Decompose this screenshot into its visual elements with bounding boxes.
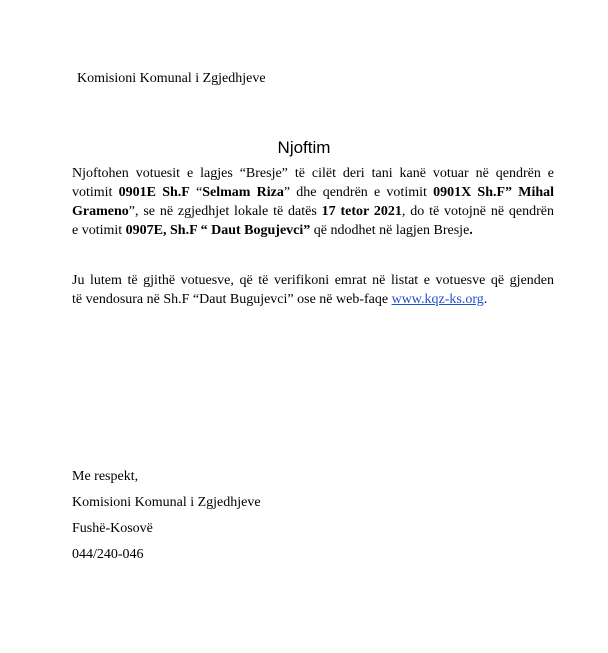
page-title: Njoftim (277, 138, 331, 157)
notice-line-4 (72, 221, 554, 240)
website-link[interactable]: www.kqz-ks.org (391, 292, 484, 307)
notice-text: “ (189, 185, 203, 200)
signoff-city: Fushë-Kosovë (72, 521, 153, 536)
request-text: . (483, 292, 488, 307)
request-line-1: Ju lutem të gjithë votuesve, që të verifikoni emrat në listat e votuesve që gjenden (72, 273, 554, 288)
notice-text: ”, se në zgjedhjet lokale të datës (128, 204, 322, 219)
notice-text: e votimit (72, 223, 126, 238)
notice-text: votimit (72, 185, 119, 200)
signoff-greeting: Me respekt, (72, 469, 139, 484)
notice-line-1 (72, 164, 554, 183)
notice-paragraph (72, 164, 554, 240)
polling-center-code: 0901X Sh.F” Mihal (433, 185, 555, 200)
new-polling-center: 0907E, Sh.F “ Daut Bogujevci” (125, 223, 311, 238)
signoff-phone: 044/240-046 (72, 547, 144, 562)
header-organization: Komisioni Komunal i Zgjedhjeve (77, 71, 266, 86)
polling-center-code: 0901E Sh.F (118, 185, 190, 200)
notice-line-3 (72, 202, 554, 221)
request-text: të vendosura në Sh.F “Daut Bugujevci” ose në web-faqe (72, 292, 392, 307)
request-paragraph (72, 271, 554, 309)
polling-center-name: Selmam Riza (202, 185, 284, 200)
election-date: 17 tetor 2021 (321, 204, 402, 219)
notice-text: Njoftohen votuesit e lagjes “Bresje” të cilët deri tani kanë votuar në qendrën e (72, 166, 554, 181)
notice-line-2 (72, 183, 554, 202)
notice-text: . (469, 223, 473, 238)
signoff-organization: Komisioni Komunal i Zgjedhjeve (72, 495, 261, 510)
notice-text: që ndodhet në lagjen Bresj (310, 223, 464, 238)
polling-center-name: Grameno (72, 204, 129, 219)
request-line-2 (72, 290, 554, 309)
notice-text: ” dhe qendrën e votimit (283, 185, 434, 200)
notice-text: , do të votojnë në qendrën (401, 204, 555, 219)
signoff-block (72, 464, 261, 568)
notice-text: e (463, 223, 470, 238)
